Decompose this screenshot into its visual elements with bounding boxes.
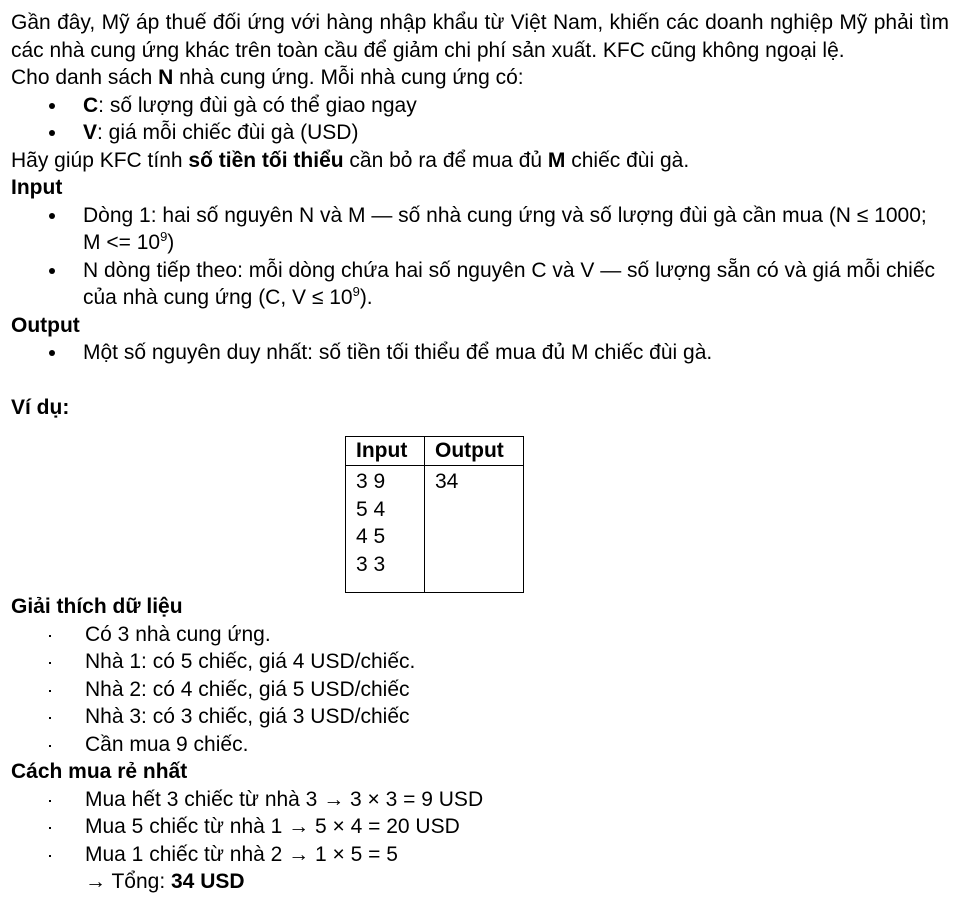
input-line: 5 4 [356, 497, 386, 521]
input-list [11, 202, 949, 312]
exponent: 9 [352, 284, 360, 299]
input-line: 3 9 [356, 470, 386, 493]
total-label: → Tổng: [85, 870, 171, 893]
attribute-list [11, 92, 949, 147]
cheapest-heading: Cách mua rẻ nhất [11, 760, 188, 783]
list-item: Mua 1 chiếc từ nhà 2 → 1 × 5 = 5 [85, 841, 949, 869]
attribute-key: C [83, 93, 99, 117]
list-intro-text: Cho danh sách [11, 66, 159, 89]
task-bold: số tiền tối thiểu [188, 148, 344, 172]
example-table-wrap [11, 436, 949, 593]
task-statement [11, 147, 949, 175]
list-item: Mua 5 chiếc từ nhà 1 → 5 × 4 = 20 USD [85, 813, 949, 841]
list-intro-n: N [158, 66, 174, 89]
attribute-desc: : số lượng đùi gà có thể giao ngay [98, 93, 417, 117]
list-item [83, 119, 949, 147]
list-item [83, 202, 949, 257]
example-table [345, 436, 524, 593]
table-row [346, 466, 524, 593]
example-heading: Ví dụ: [11, 395, 70, 419]
table-header-row [346, 437, 524, 466]
col-input-header: Input [346, 437, 425, 466]
list-intro [11, 64, 949, 92]
task-bold-m: M [547, 148, 566, 172]
intro-paragraph: Gần đây, Mỹ áp thuế đối ứng với hàng nhập khẩu từ Việt Nam, khiến các doanh nghiệp Mỹ phải tìm các nhà cung ứng khác trên toàn cầu để giảm chi phí sản xuất. KFC cũng không ngoại lệ. [11, 11, 949, 62]
list-item: Mua hết 3 chiếc từ nhà 3 → 3 × 3 = 9 USD [85, 786, 949, 814]
input-line2-end: ). [359, 286, 373, 309]
total-value: 34 USD [171, 870, 245, 893]
input-line: 4 5 [356, 525, 386, 548]
input-heading: Input [11, 176, 63, 199]
cheapest-list [11, 786, 949, 869]
input-line: 3 3 [356, 552, 386, 576]
list-item: Nhà 3: có 3 chiếc, giá 3 USD/chiếc [85, 703, 949, 731]
list-item: Nhà 1: có 5 chiếc, giá 4 USD/chiếc. [85, 648, 949, 676]
explanation-list [11, 621, 949, 759]
input-line1: Dòng 1: hai số nguyên N và M — số nhà cung ứng và số lượng đùi gà cần mua (N ≤ 1000; M <= 10 [83, 203, 927, 254]
list-intro-text-end: nhà cung ứng. Mỗi nhà cung ứng có: [173, 66, 524, 89]
input-cell [346, 466, 425, 593]
list-item [83, 92, 949, 120]
list-item: Có 3 nhà cung ứng. [85, 621, 949, 649]
list-item: Một số nguyên duy nhất: số tiền tối thiểu để mua đủ M chiếc đùi gà. [83, 339, 949, 367]
output-line: 34 [435, 470, 459, 493]
list-item [83, 257, 949, 312]
explanation-heading: Giải thích dữ liệu [11, 595, 183, 618]
total-line [11, 868, 949, 896]
col-output-header: Output [425, 437, 524, 466]
output-list [11, 339, 949, 367]
list-item: Nhà 2: có 4 chiếc, giá 5 USD/chiếc [85, 676, 949, 704]
task-text: Hãy giúp KFC tính [11, 148, 189, 172]
exponent: 9 [160, 229, 168, 244]
attribute-desc: : giá mỗi chiếc đùi gà (USD) [97, 121, 359, 144]
output-heading: Output [11, 313, 80, 337]
list-item: Cần mua 9 chiếc. [85, 731, 949, 759]
input-line1-end: ) [167, 231, 175, 254]
task-text-end: chiếc đùi gà. [565, 148, 690, 172]
task-text-mid: cần bỏ ra để mua đủ [343, 148, 548, 172]
input-line2: N dòng tiếp theo: mỗi dòng chứa hai số nguyên C và V — số lượng sẵn có và giá mỗi chiếc của nhà cung ứng (C, V ≤ 10 [83, 258, 936, 309]
output-cell [425, 466, 524, 593]
spacer [11, 367, 949, 394]
attribute-key: V [83, 121, 98, 144]
